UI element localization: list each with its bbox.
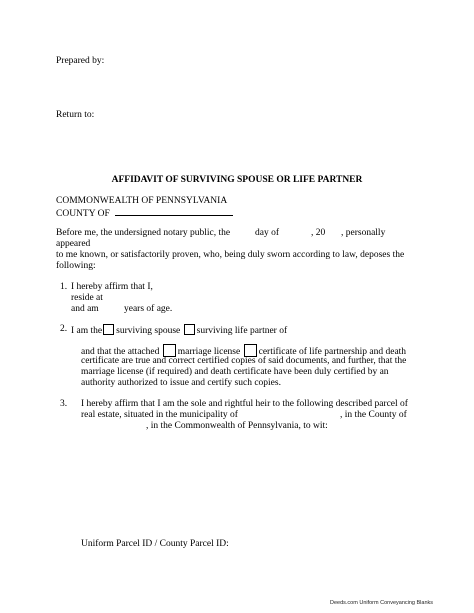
surviving-spouse-checkbox[interactable]	[103, 324, 114, 335]
prepared-by-label: Prepared by:	[56, 56, 105, 66]
footer-credit: Deeds.com Uniform Conveyancing Blanks	[330, 600, 434, 606]
municipality-label: real estate, situated in the municipality of	[81, 410, 238, 420]
document-title: AFFIDAVIT OF SURVIVING SPOUSE OR LIFE PARTNER	[111, 175, 363, 185]
year-label: , 20	[311, 228, 326, 238]
day-of-label: day of	[255, 228, 280, 238]
in-county-label: , in the County of	[340, 410, 407, 420]
county-of-label: COUNTY OF	[56, 209, 110, 219]
item2-line-1	[71, 324, 287, 338]
and-am-label: and am	[71, 304, 99, 314]
item2-line-2: certificate are true and correct certified copies of said documents, and further, that the	[81, 356, 407, 366]
item1-reside: reside at	[71, 293, 103, 303]
county-line	[56, 207, 233, 221]
item3-line-1: I hereby affirm that I am the sole and rightful heir to the following described parcel of	[81, 399, 408, 409]
item3-line-3: , in the Commonwealth of Pennsylvania, to wit:	[146, 421, 328, 431]
attached-label: and that the attached	[81, 347, 160, 357]
intro-line-4: following:	[56, 261, 96, 271]
item3-number: 3.	[60, 399, 68, 409]
parcel-id-label: Uniform Parcel ID / County Parcel ID:	[81, 539, 229, 549]
appeared-label: appeared	[56, 239, 91, 249]
surviving-spouse-label: surviving spouse	[116, 326, 181, 336]
return-to-label: Return to:	[56, 110, 95, 120]
marriage-license-label: marriage license	[177, 347, 241, 357]
item3-line-2	[81, 410, 411, 422]
item1-number: 1.	[60, 282, 68, 292]
county-blank[interactable]	[115, 207, 233, 216]
intro-line-1	[56, 228, 416, 240]
surviving-partner-checkbox[interactable]	[184, 324, 195, 335]
item2-number: 2.	[60, 324, 68, 334]
item2-line-4: authority authorized to issue and certify such copies.	[81, 378, 281, 388]
item1-affirm: I hereby affirm that I,	[71, 282, 153, 292]
commonwealth-label: COMMONWEALTH OF PENNSYLVANIA	[56, 196, 228, 206]
surviving-partner-label: surviving life partner of	[196, 326, 288, 336]
item2-line-3: marriage license (if required) and death certificate have been duly certified by an	[81, 367, 389, 377]
intro-line-3: to me known, or satisfactorily proven, who, being duly sworn according to law, deposes the	[56, 250, 405, 260]
years-of-age-label: years of age.	[124, 304, 173, 314]
personally-label: , personally	[341, 228, 386, 238]
certificate-label: certificate of life partnership and death	[258, 347, 407, 357]
i-am-label: I am the	[71, 326, 103, 336]
item1-age-line	[71, 304, 271, 316]
intro-text: Before me, the undersigned notary public, the	[56, 228, 231, 238]
